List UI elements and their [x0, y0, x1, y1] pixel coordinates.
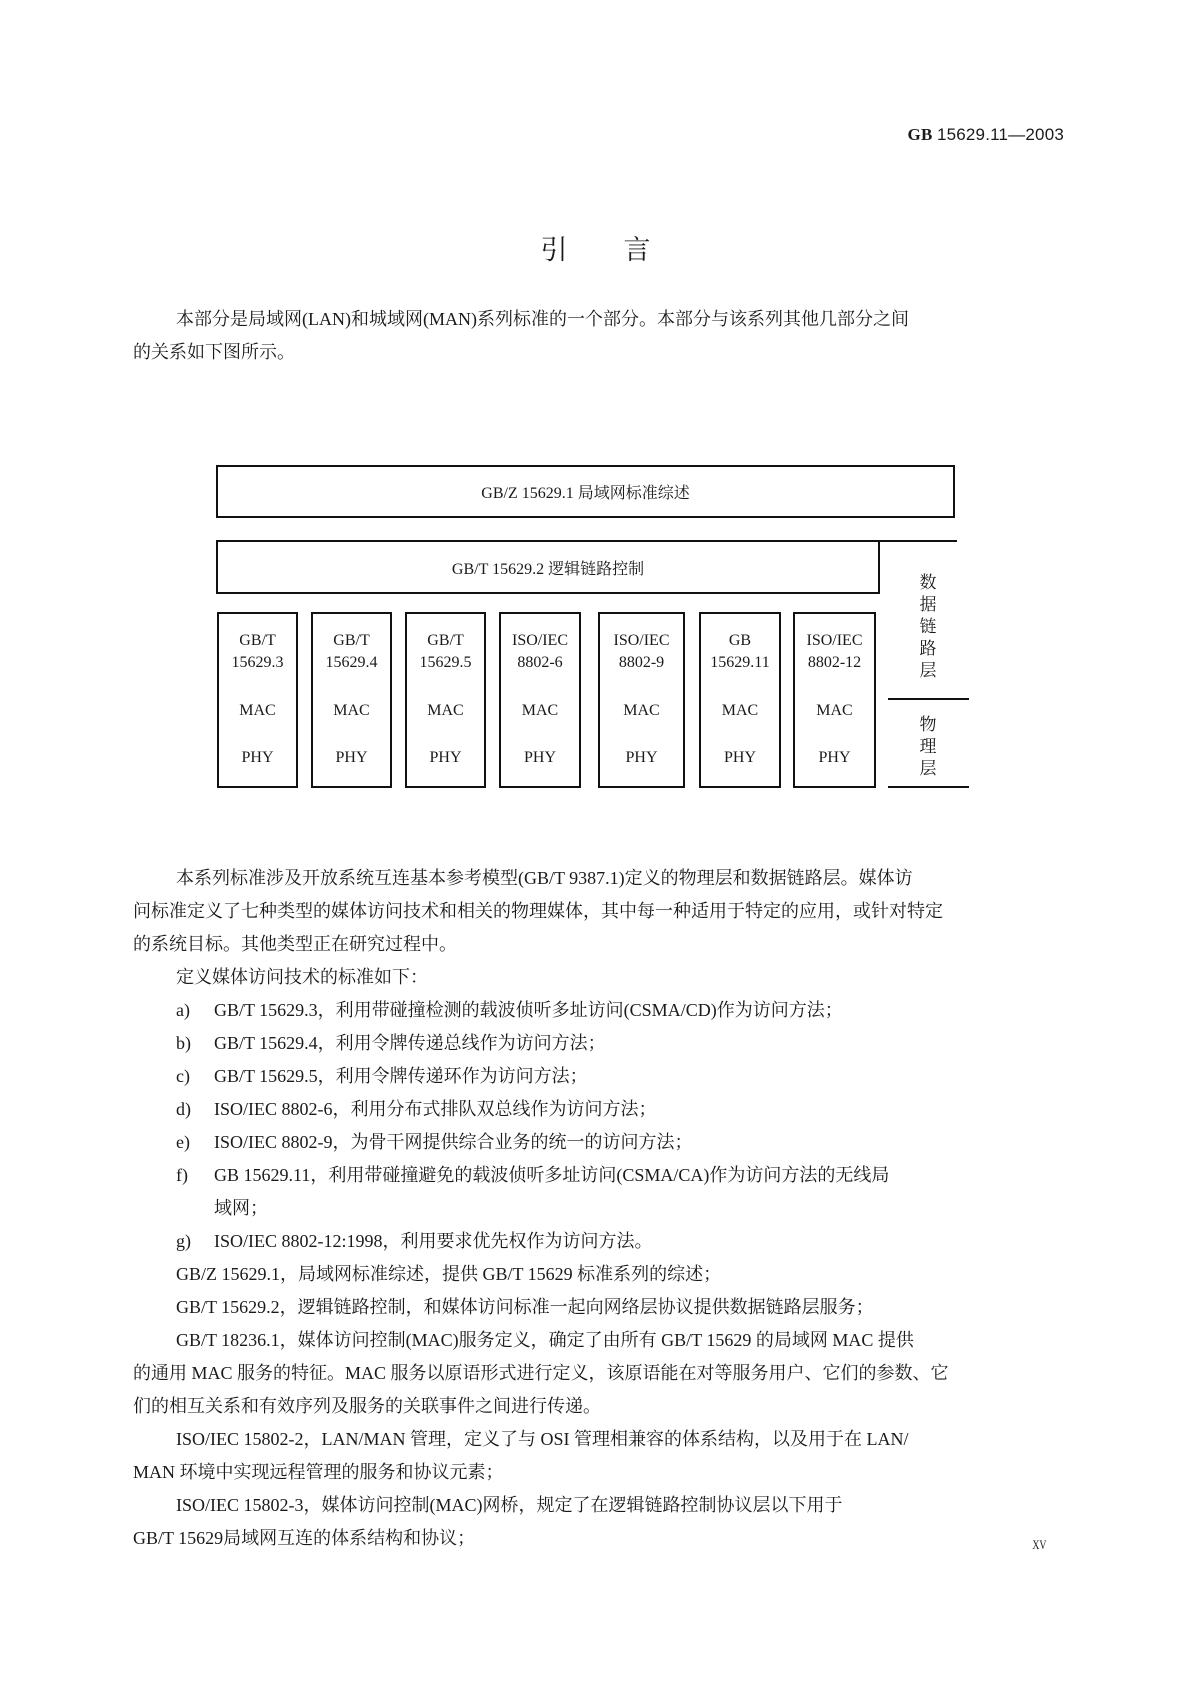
- body-p7-line2: GB/T 15629局域网互连的体系结构和协议；: [133, 1528, 476, 1548]
- overview-box-label: GB/Z 15629.1 局域网标准综述: [481, 485, 690, 502]
- column-mac: MAC: [521, 702, 559, 719]
- overview-box: [216, 465, 955, 518]
- list-item-e: [176, 1126, 1058, 1159]
- column-mac: MAC: [239, 702, 276, 719]
- column-phy: PHY: [625, 749, 658, 766]
- physical-bottom-line: [888, 786, 969, 788]
- mac-column-7: [793, 612, 876, 788]
- item-text: ISO/IEC 8802-6，利用分布式排队双总线作为访问方法；: [214, 1099, 657, 1119]
- mac-column-5: [598, 612, 685, 788]
- item-label: f): [176, 1165, 188, 1185]
- column-line2: 15629.3: [231, 654, 284, 671]
- column-line1: GB/T: [427, 632, 464, 649]
- column-line2: 15629.5: [419, 654, 472, 671]
- body-p6-line2: MAN 环境中实现远程管理的服务和协议元素；: [133, 1462, 504, 1482]
- column-line1: GB/T: [239, 632, 276, 649]
- body-p1-line2: 问标准定义了七种类型的媒体访问技术和相关的物理媒体，其中每一种适用于特定的应用，或针对特定: [133, 901, 943, 921]
- header-number: 15629.11—2003: [936, 125, 1064, 144]
- item-text: GB/T 15629.3，利用带碰撞检测的载波侦听多址访问(CSMA/CD)作为访问方法；: [214, 1000, 843, 1020]
- standard-number-header: [908, 125, 1064, 145]
- data-link-layer-label: [913, 572, 943, 682]
- label-char: 层: [919, 661, 937, 680]
- label-char: 路: [919, 639, 937, 658]
- column-line2: 8802-12: [807, 654, 862, 671]
- layer-divider-line: [888, 698, 969, 700]
- body-p7-line1: ISO/IEC 15802-3，媒体访问控制(MAC)网桥，规定了在逻辑链路控制协议层以下用于: [176, 1495, 843, 1515]
- llc-box-label: GB/T 15629.2 逻辑链路控制: [451, 560, 645, 578]
- body-p6-line1: ISO/IEC 15802-2，LAN/MAN 管理，定义了与 OSI 管理相兼容的体系结构，以及用于在 LAN/: [176, 1429, 909, 1449]
- intro-line-1: 本部分是局域网(LAN)和城域网(MAN)系列标准的一个部分。本部分与该系列其他几部分之间: [176, 309, 909, 329]
- column-phy: PHY: [818, 749, 851, 766]
- body-p1-line3: 的系统目标。其他类型正在研究过程中。: [133, 934, 457, 954]
- column-line1: GB: [728, 632, 752, 649]
- item-label: c): [176, 1066, 190, 1086]
- mac-column-1: [217, 612, 298, 788]
- column-phy: PHY: [723, 749, 756, 766]
- item-label: a): [176, 1000, 190, 1020]
- column-line2: 8802-9: [618, 654, 665, 671]
- list-item-g: [176, 1225, 1058, 1258]
- list-item-c: [176, 1060, 1058, 1093]
- column-mac: MAC: [623, 702, 660, 719]
- list-item-b: [176, 1027, 1058, 1060]
- body-p5-line1: GB/T 18236.1，媒体访问控制(MAC)服务定义，确定了由所有 GB/T 15629 的局域网 MAC 提供: [176, 1330, 914, 1350]
- llc-box: [216, 540, 880, 594]
- header-prefix: GB: [907, 125, 933, 144]
- label-char: 层: [919, 759, 937, 778]
- physical-layer-label: [913, 714, 943, 780]
- column-line2: 8802-6: [517, 654, 563, 671]
- mac-column-2: [311, 612, 392, 788]
- body-p2: 定义媒体访问技术的标准如下：: [176, 967, 428, 987]
- item-label: b): [176, 1033, 191, 1053]
- body-p5-line3: 们的相互关系和有效序列及服务的关联事件之间进行传递。: [133, 1396, 601, 1416]
- item-label: e): [176, 1132, 190, 1152]
- intro-line-2: 的关系如下图所示。: [133, 342, 295, 362]
- body-p3: GB/Z 15629.1，局域网标准综述，提供 GB/T 15629 标准系列的综述；: [176, 1264, 722, 1284]
- column-line1: ISO/IEC: [806, 632, 863, 649]
- column-line1: GB/T: [333, 632, 370, 649]
- label-char: 数: [919, 573, 937, 592]
- body-p4: GB/T 15629.2，逻辑链路控制，和媒体访问标准一起向网络层协议提供数据链路层服务；: [176, 1297, 874, 1317]
- column-phy: PHY: [429, 749, 462, 766]
- page-number: XV: [1032, 1537, 1047, 1552]
- mac-column-4: [499, 612, 581, 788]
- label-char: 链: [919, 617, 937, 636]
- column-line1: ISO/IEC: [512, 632, 568, 649]
- item-text: GB 15629.11，利用带碰撞避免的载波侦听多址访问(CSMA/CA)作为访问方法的无线局: [214, 1165, 890, 1185]
- column-phy: PHY: [241, 749, 274, 766]
- data-link-top-line: [878, 540, 957, 542]
- list-item-a: [176, 994, 1058, 1027]
- column-mac: MAC: [427, 702, 464, 719]
- item-text: ISO/IEC 8802-9，为骨干网提供综合业务的统一的访问方法；: [214, 1132, 693, 1152]
- item-text: ISO/IEC 8802-12:1998，利用要求优先权作为访问方法。: [214, 1231, 653, 1251]
- column-phy: PHY: [335, 749, 368, 766]
- list-item-f-continued: 域网；: [214, 1198, 268, 1218]
- mac-column-3: [405, 612, 486, 788]
- list-item-f: [176, 1159, 1058, 1192]
- column-line2: 15629.11: [710, 654, 770, 671]
- list-item-d: [176, 1093, 1058, 1126]
- item-label: d): [176, 1099, 191, 1119]
- label-char: 据: [919, 595, 937, 614]
- column-mac: MAC: [816, 702, 853, 719]
- item-text: GB/T 15629.4，利用令牌传递总线作为访问方法；: [214, 1033, 606, 1053]
- column-phy: PHY: [523, 749, 556, 766]
- mac-column-6: [699, 612, 781, 788]
- column-mac: MAC: [721, 702, 759, 719]
- page-title: 引言: [540, 235, 707, 266]
- column-mac: MAC: [333, 702, 370, 719]
- label-char: 物: [919, 715, 937, 734]
- label-char: 理: [919, 737, 937, 756]
- body-p5-line2: 的通用 MAC 服务的特征。MAC 服务以原语形式进行定义，该原语能在对等服务用户、它们的参数、它: [133, 1363, 949, 1383]
- column-line2: 15629.4: [325, 654, 378, 671]
- item-label: g): [176, 1231, 191, 1251]
- item-text: GB/T 15629.5，利用令牌传递环作为访问方法；: [214, 1066, 588, 1086]
- body-p1-line1: 本系列标准涉及开放系统互连基本参考模型(GB/T 9387.1)定义的物理层和数据链路层。媒体访: [176, 868, 913, 888]
- column-line1: ISO/IEC: [613, 632, 670, 649]
